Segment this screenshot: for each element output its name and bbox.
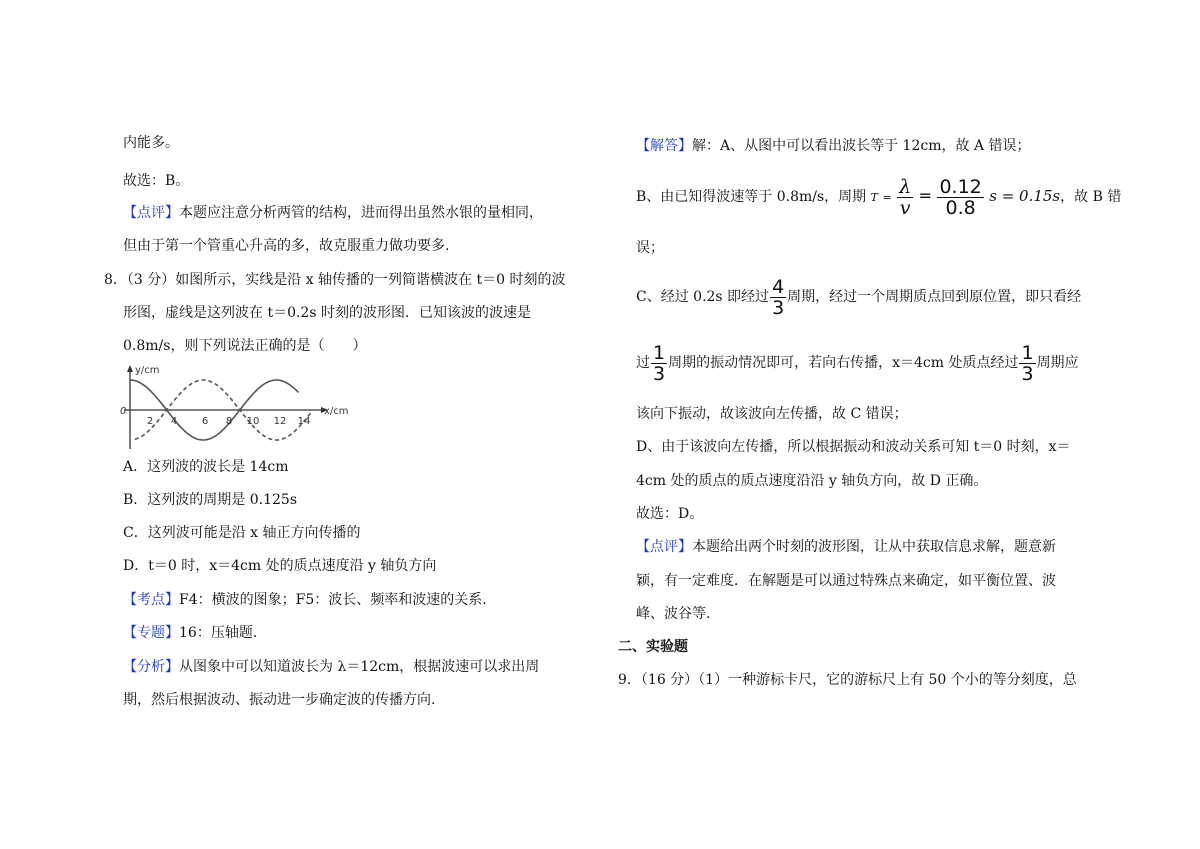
text-line: 该向下振动，故该波向左传播，故 C 错误； [636, 406, 908, 422]
answer-c-text: 周期的振动情况即可，若向右传播，x＝4cm 处质点经过 [668, 355, 1019, 371]
period-result: s = 0.15s [989, 187, 1061, 205]
answer-c-text: C、经过 0.2s 即经过 [636, 289, 770, 305]
kaodian-text: F4：横波的图象；F5：波长、频率和波速的关系. [179, 592, 487, 608]
x-tick-label: 6 [201, 416, 209, 427]
fraction-denominator: 0.8 [937, 197, 983, 218]
x-tick-label: 4 [170, 416, 178, 427]
equals-sign: = [918, 186, 933, 205]
equals-sign: = [882, 191, 892, 204]
question-8-line: 8．（3 分）如图所示，实线是沿 x 轴传播的一列简谐横波在 t＝0 时刻的波 [104, 272, 566, 288]
fenxi-line [123, 657, 539, 677]
answer-b-line [636, 168, 1121, 226]
fraction-numeric [937, 177, 983, 218]
comment-tag: 【点评】 [123, 205, 179, 221]
answer-c-text: 过 [636, 355, 650, 371]
answer-b-text: ，故 B 错 [1060, 189, 1122, 205]
dianping-text: 本题给出两个时刻的波形图，让从中获取信息求解，题意新 [692, 539, 1056, 555]
comment-line [123, 203, 543, 223]
y-axis-label: y/cm [135, 365, 160, 376]
fraction-denominator: 3 [1021, 362, 1034, 385]
jieda-text: 解：A、从图中可以看出波长等于 12cm，故 A 错误； [692, 138, 1031, 154]
answer-c-text: 周期，经过一个周期质点回到原位置，即只看经 [787, 289, 1082, 305]
x-tick-label: 10 [246, 416, 260, 427]
jieda-tag: 【解答】 [636, 138, 692, 154]
x-tick-label: 8 [225, 416, 233, 427]
text-line: 但由于第一个管重心升高的多，故克服重力做功要多. [123, 238, 450, 254]
answer-d-line: 4cm 处的质点的质点速度沿沿 y 轴负方向，故 D 正确。 [636, 473, 988, 489]
option-c: C．这列波可能是沿 x 轴正方向传播的 [123, 525, 361, 541]
question-8-line: 0.8m/s，则下列说法正确的是（ ） [123, 338, 367, 354]
x-axis-label: x/cm [324, 406, 349, 417]
text-line: 内能多。 [123, 135, 179, 151]
x-tick-label: 14 [297, 416, 311, 427]
x-tick-label: 12 [273, 416, 287, 427]
option-d: D．t＝0 时，x＝4cm 处的质点速度沿 y 轴负方向 [123, 558, 437, 574]
answer-c-line [636, 270, 1081, 324]
fraction-numerator: 4 [772, 275, 785, 298]
kaodian-tag: 【考点】 [123, 592, 179, 608]
fraction-lambda-over-v [897, 177, 913, 218]
section-heading: 二、实验题 [618, 639, 688, 655]
fraction-numerator: λ [899, 175, 912, 198]
fraction-1-3 [1019, 343, 1035, 384]
zhuanti-tag: 【专题】 [123, 625, 179, 641]
jieda-line [636, 136, 1031, 156]
answer-c-line [636, 336, 1079, 390]
question-8-line: 形图，虚线是这列波在 t＝0.2s 时刻的波形图．已知该波的波速是 [123, 305, 531, 321]
zhuanti-text: 16：压轴题. [179, 625, 258, 641]
option-b: B．这列波的周期是 0.125s [123, 492, 298, 508]
fraction-1-3 [651, 343, 667, 384]
zhuanti-line [123, 623, 257, 643]
question-9-line: 9．（16 分）（1）一种游标卡尺，它的游标尺上有 50 个小的等分刻度，总 [618, 672, 1077, 688]
dianping-line [636, 537, 1056, 557]
text-line: 峰、波谷等. [636, 606, 711, 622]
y-axis-arrow [127, 365, 133, 372]
fenxi-tag: 【分析】 [123, 659, 179, 675]
fenxi-text: 从图象中可以知道波长为 λ＝12cm，根据波速可以求出周 [179, 659, 540, 675]
option-a: A．这列波的波长是 14cm [123, 459, 289, 475]
fraction-denominator: v [897, 197, 913, 218]
wave-figure [118, 363, 356, 453]
answer-b-text: B、由已知得波速等于 0.8m/s，周期 [636, 189, 867, 205]
text-line: 故选：D。 [636, 506, 704, 522]
text-line: 颖，有一定难度．在解题是可以通过特殊点来确定，如平衡位置、波 [636, 573, 1056, 589]
text-line: 误； [636, 240, 664, 256]
dianping-tag: 【点评】 [636, 539, 692, 555]
kaodian-line [123, 590, 487, 610]
answer-d-line: D、由于该波向左传播，所以根据振动和波动关系可知 t＝0 时刻，x＝ [636, 439, 1071, 455]
fraction-numerator: 1 [653, 341, 666, 364]
fraction-denominator: 3 [653, 362, 666, 385]
fraction-denominator: 3 [772, 296, 785, 319]
text-line: 故选：B。 [123, 173, 190, 189]
comment-text: 本题应注意分析两管的结构，进而得出虽然水银的量相同， [179, 205, 543, 221]
fenxi-line: 期，然后根据波动、振动进一步确定波的传播方向. [123, 692, 436, 708]
fraction-numerator: 0.12 [939, 175, 982, 198]
origin-label: 0 [120, 406, 127, 417]
answer-c-text: 周期应 [1036, 355, 1079, 371]
fraction-numerator: 1 [1021, 341, 1034, 364]
fraction-4-3 [770, 277, 786, 318]
x-tick-label: 2 [146, 416, 154, 427]
period-symbol: T [870, 191, 878, 204]
